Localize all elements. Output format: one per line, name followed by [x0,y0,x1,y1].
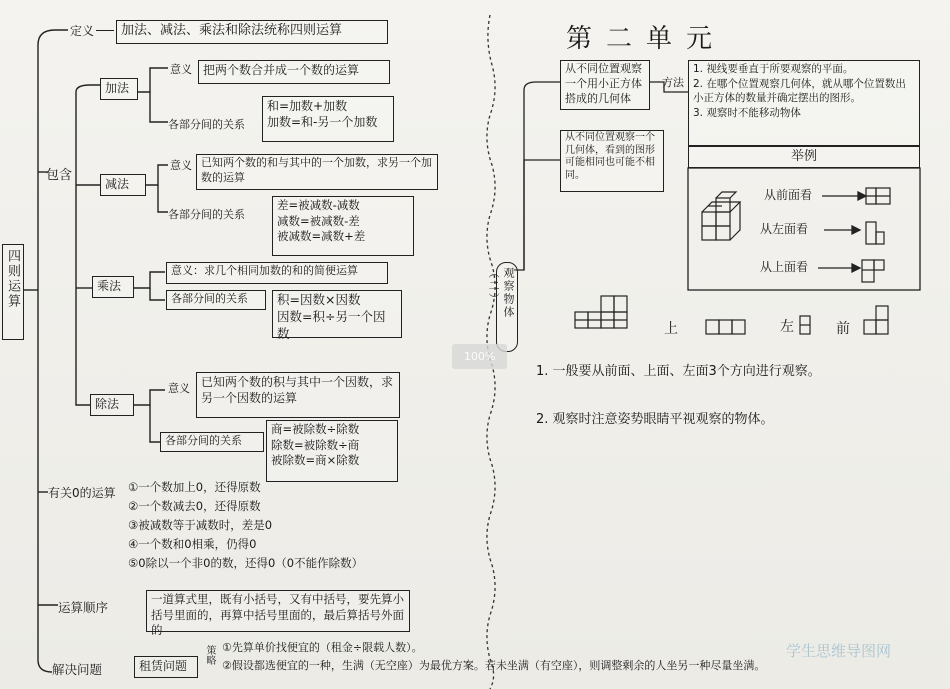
view-left-label: 从左面看 [760,222,809,236]
zero-label: 有关0的运算 [48,486,116,500]
mul-rel-box [272,290,402,341]
method-1: 1. 视线要垂直于所要观察的平面。 [693,63,854,75]
method-box [688,60,920,146]
solve-list [222,640,522,656]
solve-item-2-wrap [222,658,882,674]
zero-item-1: ①一个数加上0，还得原数 [128,480,261,494]
sub-node: 减法 [100,174,146,196]
method-2: 2. 在哪个位置观察几何体，就从哪个位置数出小正方体的数量并确定摆出的图形。 [693,77,906,105]
watermark: 学生思维导图网 [786,642,892,660]
div-rel-2: 除数=被除数÷商 [271,437,360,452]
add-rel-2: 加数=和-另一个加数 [267,115,378,130]
add-rel-label: 各部分间的关系 [168,118,245,131]
root-topic: 四则运算 [2,244,24,340]
solve-item-1: ①先算单价找便宜的（租金÷限载人数）。 [222,641,423,654]
row-label-front: 前 [836,321,850,337]
div-node: 除法 [90,394,134,416]
zero-item-3: ③被减数等于减数时，差是0 [128,518,273,532]
div-meaning-box: 已知两个数的积与其中一个因数，求另一个因数的运算 [196,372,400,418]
rent-node: 租赁问题 [134,656,198,678]
add-meaning-box: 把两个数合并成一个数的运算 [198,60,390,84]
solve-label: 解决问题 [52,662,103,677]
sub-rel-1: 差=被减数-减数 [277,198,360,212]
observe-box-2: 从不同位置观察一个几何体，看到的图形可能相同也可能不相同。 [560,130,664,192]
row-label-top: 上 [664,321,678,337]
definition-box: 加法、减法、乘法和除法统称四则运算 [116,20,388,44]
div-rel-1: 商=被除数÷除数 [271,422,360,436]
observe-box-1: 从不同位置观察一个用小正方体搭成的几何体 [560,60,650,110]
add-meaning-label: 意义 [170,63,192,76]
mul-meaning-text: 求几个相同加数的和的简便运算 [204,264,358,277]
sub-meaning-box: 已知两个数的和与其中的一个加数，求另一个加数的运算 [196,154,438,190]
sub-meaning-label: 意义 [170,159,192,172]
sub-rel-2: 减数=被减数-差 [277,213,360,228]
view-top-label: 从上面看 [760,260,809,274]
zero-item-5: ⑤0除以一个非0的数，还得0（0不能作除数） [128,556,364,570]
mul-rel-2: 因数=积÷另一个因数 [277,308,386,341]
order-box: 一道算式里，既有小括号，又有中括号，要先算小括号里面的，再算中括号里面的，最后算括号外面的 [146,590,410,632]
sub-rel-box [272,196,414,256]
include-label: 包含 [46,168,73,183]
example-header: 举例 [688,146,920,168]
sub-rel-3: 被减数=减数+差 [277,229,366,244]
mul-node: 乘法 [92,276,134,298]
method-3: 3. 观察时不能移动物体 [693,107,801,120]
note-2: 2. 观察时注意姿势眼睛平视观察的物体。 [536,412,774,427]
solve-item-2: ②假设都选便宜的一种，生满（无空座）为最优方案。若未坐满（有空座），则调整剩余的人坐另一种尽量坐满。 [222,659,766,672]
zero-list [128,478,428,573]
view-front-label: 从前面看 [764,188,813,202]
div-rel-box [266,420,398,482]
definition-connector [96,30,114,31]
topic-node: 观察物体（二） [496,262,518,352]
method-label: 方法 [662,76,684,89]
order-label: 运算顺序 [58,600,109,615]
mul-rel-label: 各部分间的关系 [166,290,266,310]
mul-rel-1: 积=因数×因数 [277,292,361,307]
row-label-left: 左 [780,319,794,335]
add-rel-box [262,96,394,142]
unit-title: 第二单元 [566,24,727,54]
div-meaning-label: 意义 [168,382,190,395]
mul-meaning-label: 意义 [171,264,193,277]
sub-rel-label: 各部分间的关系 [168,208,245,221]
mul-meaning-box: 意义：求几个相同加数的和的简便运算 [166,262,388,284]
div-rel-3: 被除数=商×除数 [271,453,360,468]
zero-item-4: ④一个数和0相乘，仍得0 [128,537,257,551]
note-1: 1. 一般要从前面、上面、左面3个方向进行观察。 [536,364,821,379]
div-rel-label: 各部分间的关系 [160,432,264,452]
definition-label: 定义 [70,24,95,38]
zoom-indicator: 100% [452,344,507,369]
strategy-label: 策略 [204,645,215,665]
zero-item-2: ②一个数减去0，还得原数 [128,499,261,513]
add-rel-1: 和=加数+加数 [267,99,348,113]
add-node: 加法 [100,78,138,100]
